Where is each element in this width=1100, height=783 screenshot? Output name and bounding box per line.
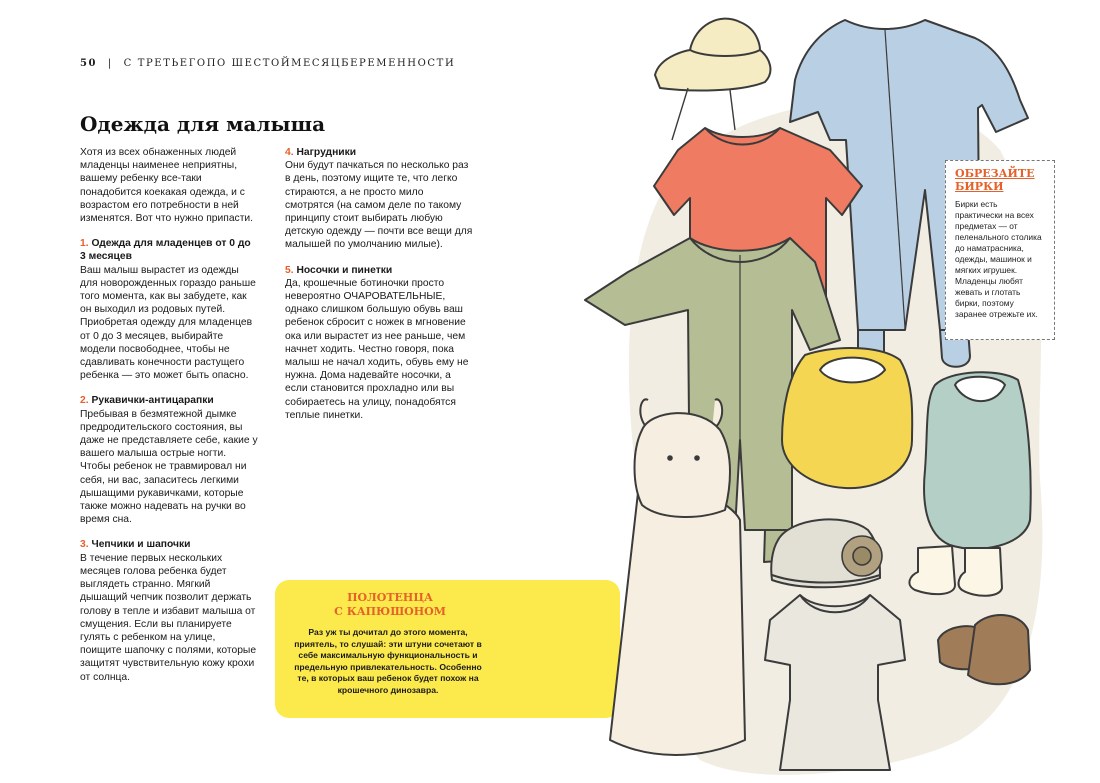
baby-clothes-illustration (570, 0, 1100, 783)
section-heading: 3. Чепчики и шапочки (80, 539, 191, 551)
section-heading: 2. Рукавички-антицарапки (80, 395, 214, 407)
text-column-right (285, 146, 473, 434)
callout-text: Раз уж ты дочитал до этого момента, приятель, то слушай: эти штуни сочетают в себе максимальную функциональность и предельную привлекательность. Особенно те, в которых ваш ребенок будет похож на крошечного динозавра. (294, 627, 482, 695)
section-body: Да, крошечные ботиночки просто невероятно ОЧАРОВАТЕЛЬНЫЕ, однако слишком большую обувь ваш ребенок сбросит с ножек в мгновение ока или вырастет из нее раньше, чем начнет ходить. Честно говоря, пока малыш не начал ходить, обувь ему не нужна. Дома надевайте носочки, а если становится прохладно или вы собираетесь на улицу, понадобятся теплые пинетки. (285, 277, 469, 421)
callout-title: ПОЛОТЕНЦА С КАПЮШОНОМ (334, 591, 446, 618)
section-2 (80, 394, 258, 526)
section-5 (285, 264, 473, 422)
section-body: Пребывая в безмятежной дымке предродительского состояния, вы даже не представляете себе, какие у вашего малыша острые ногти. Чтобы ребенок не травмировал ни себя, ни вас, запаситесь легкими дышащими рукавичками, которые также можно надевать на ручки во время сна. (80, 408, 258, 526)
bunny-towel-icon (610, 399, 745, 755)
intro-paragraph: Хотя из всех обнаженных людей младенцы наименее неприятны, вашему ребенку все-таки понадобится коекакая одежда, и с возрастом его потребности в ней изменятся. Вот что нужно припасти. (80, 147, 254, 225)
page-number: 50 (80, 58, 98, 69)
header-separator: | (107, 58, 113, 69)
running-title: С ТРЕТЬЕГОПО ШЕСТОЙМЕСЯЦБЕРЕМЕННОСТИ (123, 58, 456, 69)
section-1 (80, 237, 258, 382)
section-body: В течение первых нескольких месяцев голова ребенка будет выглядеть странно. Мягкий дышащий чепчик позволит держать голову в тепле и избавит малыша от смущения. Если вы планируете гулять с ребенком на улице, поищите шапочку с полями, которые защитят чувствительную кожу крохи от солнца. (80, 552, 257, 683)
text-column-left (80, 146, 258, 696)
tip-note-text: Бирки есть практически на всех предметах — от пеленального столика до наматрасника, одежды, машинок и мягких игрушек. Младенцы любят жевать и глотать бирки, поэтому заранее отрежьте их. (955, 199, 1042, 319)
section-body: Они будут пачкаться по несколько раз в день, поэтому ищите те, что легко стираются, а не просто мило смотрятся (на самом деле по такому принципу стоит выбирать любую детскую одежду — почти все вещи для малышей по умолчанию милые). (285, 160, 473, 251)
page-title: Одежда для малыша (80, 112, 326, 136)
bib-icon (924, 372, 1031, 549)
section-heading: 4. Нагрудники (285, 147, 357, 158)
running-header (80, 58, 455, 69)
tip-note-title: ОБРЕЗАЙТЕ БИРКИ (955, 167, 1035, 193)
section-heading: 1. Одежда для младенцев от 0 до 3 месяцев (80, 238, 251, 263)
section-4 (285, 146, 473, 252)
section-3 (80, 538, 258, 683)
section-heading: 5. Носочки и пинетки (285, 264, 393, 276)
bib-icon (782, 348, 912, 488)
flower-icon (842, 536, 882, 576)
section-body: Ваш малыш вырастет из одежды для новорожденных гораздо раньше того момента, как вы забудете, как он выходил из родовых путей. Приобретая одежду для младенцев от 0 до 3 месяцев, выбирайте модели посвободнее, чтобы не сдавливать конечности растущего ребенка — это может быть опасно. (80, 264, 256, 382)
tip-note (945, 160, 1055, 340)
